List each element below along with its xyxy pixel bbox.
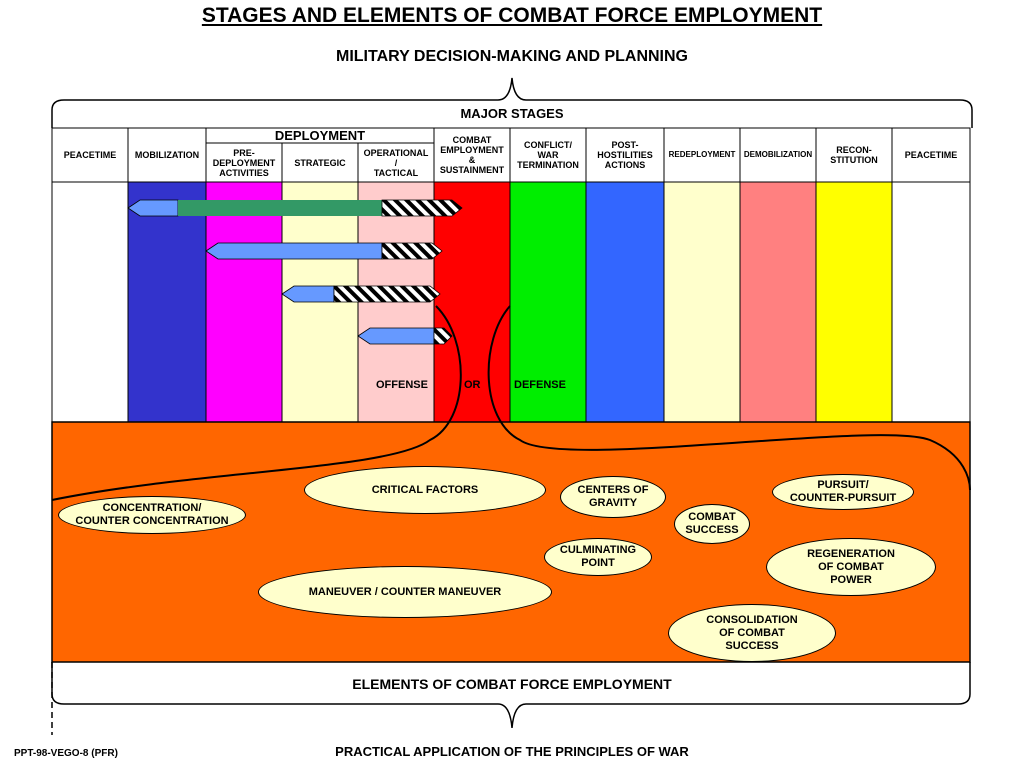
stage-label-combat-employment: COMBAT EMPLOYMENT & SUSTAINMENT <box>439 135 505 175</box>
stage-label-operational-tactical: OPERATIONAL / TACTICAL <box>363 147 429 178</box>
stage-columns <box>52 182 970 422</box>
stage-label-strategic: STRATEGIC <box>294 157 346 168</box>
stage-label-pre-deployment: PRE- DEPLOYMENT ACTIVITIES <box>212 147 276 178</box>
stage-column <box>816 182 892 422</box>
stage-label-reconstitution: RECON- STITUTION <box>830 145 878 165</box>
stage-label-conflict-termination: CONFLICT/ WAR TERMINATION <box>517 140 579 170</box>
stage-column <box>740 182 816 422</box>
defense-label: DEFENSE <box>514 379 566 391</box>
bottom-brace <box>52 662 970 728</box>
or-label: OR <box>464 379 481 391</box>
page-title: STAGES AND ELEMENTS OF COMBAT FORCE EMPLOYMENT <box>201 4 823 27</box>
arrow-1 <box>128 200 462 216</box>
major-stages-label: MAJOR STAGES <box>460 106 564 121</box>
deployment-label: DEPLOYMENT <box>274 128 366 143</box>
oval-combat-success: COMBAT SUCCESS <box>674 504 750 544</box>
arrow-4 <box>358 328 452 344</box>
footer-code: PPT-98-VEGO-8 (PFR) <box>14 748 118 759</box>
oval-consolidation: CONSOLIDATION OF COMBAT SUCCESS <box>668 604 836 662</box>
oval-maneuver: MANEUVER / COUNTER MANEUVER <box>258 566 552 618</box>
stage-label-mobilization: MOBILIZATION <box>134 150 200 160</box>
oval-regeneration: REGENERATION OF COMBAT POWER <box>766 538 936 596</box>
arrow-2 <box>206 243 442 259</box>
oval-pursuit: PURSUIT/ COUNTER-PURSUIT <box>772 474 914 510</box>
stage-column <box>664 182 740 422</box>
stage-column <box>52 182 128 422</box>
stage-label-redeployment: REDEPLOYMENT <box>668 150 736 159</box>
stage-column <box>586 182 664 422</box>
footer-title: PRACTICAL APPLICATION OF THE PRINCIPLES OF WAR <box>335 744 689 759</box>
offense-label: OFFENSE <box>376 379 428 391</box>
oval-critical-factors: CRITICAL FACTORS <box>304 466 546 514</box>
stage-label-post-hostilities: POST- HOSTILITIES ACTIONS <box>597 140 653 170</box>
page-subtitle: MILITARY DECISION-MAKING AND PLANNING <box>336 48 688 65</box>
stage-label-peacetime-2: PEACETIME <box>904 150 958 160</box>
elements-label: ELEMENTS OF COMBAT FORCE EMPLOYMENT <box>352 676 672 692</box>
stage-column <box>128 182 206 422</box>
oval-culminating-point: CULMINATING POINT <box>544 538 652 576</box>
oval-concentration: CONCENTRATION/ COUNTER CONCENTRATION <box>58 496 246 534</box>
arrow-3 <box>282 286 440 302</box>
oval-centers-of-gravity: CENTERS OF GRAVITY <box>560 476 666 518</box>
stage-column <box>892 182 970 422</box>
stage-label-demobilization: DEMOBILIZATION <box>743 150 813 159</box>
stage-label-peacetime-1: PEACETIME <box>63 150 117 160</box>
stage-column <box>206 182 282 422</box>
